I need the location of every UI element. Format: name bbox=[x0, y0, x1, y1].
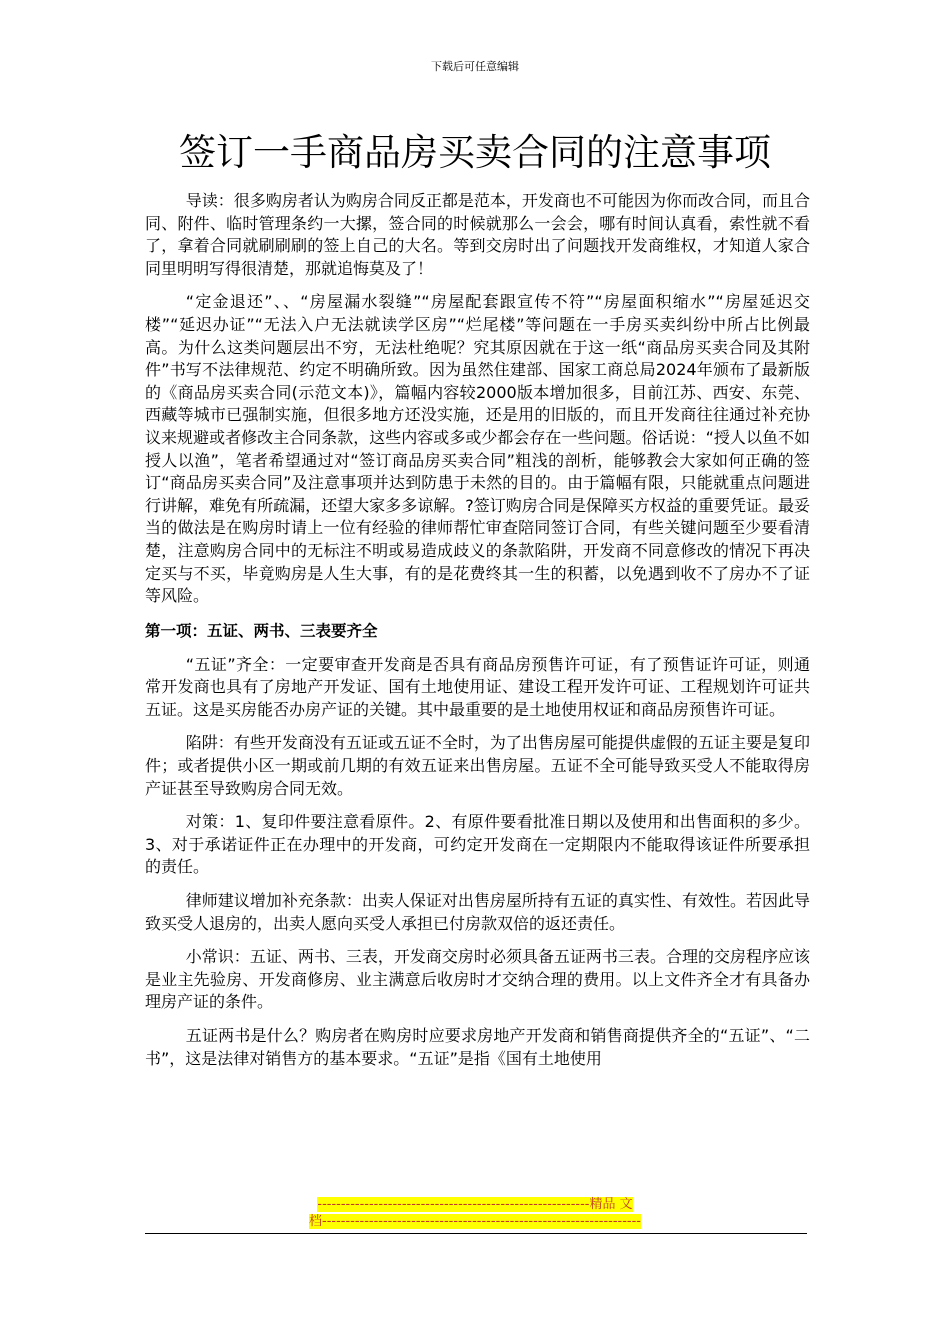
document-body bbox=[145, 190, 810, 1070]
intro-paragraph-guide: 导读：很多购房者认为购房合同反正都是范本，开发商也不可能因为你而改合同，而且合同、附件、临时管理条约一大摞，签合同的时候就那么一会会，哪有时间认真看，索性就不看了，拿着合同就刷刷刷的签上自己的大名。等到交房时出了问题找开发商维权，才知道人家合同里明明写得很清楚，那就追悔莫及了！ bbox=[145, 191, 810, 278]
document-title: 签订一手商品房买卖合同的注意事项 bbox=[179, 131, 771, 174]
paragraph-lawyer-advice: 律师建议增加补充条款：出卖人保证对出售房屋所持有五证的真实性、有效性。若因此导致买受人退房的，出卖人愿向买受人承担已付房款双倍的返还责任。 bbox=[145, 891, 810, 933]
paragraph-what-are-certificates: 五证两书是什么？购房者在购房时应要求房地产开发商和销售商提供齐全的“五证”、“二书”，这是法律对销售方的基本要求。“五证”是指《国有土地使用 bbox=[145, 1026, 810, 1068]
footer-watermark bbox=[0, 1196, 950, 1230]
footer-line-2: 档-------------------------------------------------------------------- bbox=[309, 1214, 641, 1229]
paragraph-countermeasures: 对策：1、复印件要注意看原件。2、有原件要看批准日期以及使用和出售面积的多少。3、对于承诺证件正在办理中的开发商，可约定开发商在一定期限内不能取得该证件所要承担的责任。 bbox=[145, 812, 810, 877]
paragraph-trap: 陷阱：有些开发商没有五证或五证不全时，为了出售房屋可能提供虚假的五证主要是复印件；或者提供小区一期或前几期的有效五证来出售房屋。五证不全可能导致买受人不能取得房产证甚至导致购房合同无效。 bbox=[145, 733, 810, 798]
footer-line-1: ----------------------------------------------------------精品 文 bbox=[317, 1197, 633, 1212]
paragraph-five-certificates: “五证”齐全：一定要审查开发商是否具有商品房预售许可证，有了预售证许可证，则通常开发商也具有了房地产开发证、国有土地使用证、建设工程开发许可证、工程规划许可证共五证。这是买房能否办房产证的关键。其中最重要的是土地使用权证和商品房预售许可证。 bbox=[145, 654, 810, 719]
footer-divider bbox=[145, 1233, 807, 1234]
intro-paragraph-issues: “定金退还”、、“房屋漏水裂缝”“房屋配套跟宣传不符”“房屋面积缩水”“房屋延迟交楼”“延迟办证”“无法入户无法就读学区房”“烂尾楼”等问题在一手房买卖纠纷中所占比例最高。为什么这类问题层出不穷，无法杜绝呢？究其原因就在于这一纸“商品房买卖合同及其附件”书写不法律规范、约定不明确所致。因为虽然住建部、国家工商总局2024年颁布了最新版的《商品房买卖合同(示范文本)》，篇幅内容较2000版本增加很多，目前江苏、西安、东莞、西藏等城市已强制实施，但很多地方还没实施，还是用的旧版的，而且开发商往往通过补充协议来规避或者修改主合同条款，这些内容或多或少都会存在一些问题。俗话说：“授人以鱼不如授人以渔”，笔者希望通过对“签订商品房买卖合同”粗浅的剖析，能够教会大家如何正确的签订“商品房买卖合同”及注意事项并达到防患于未然的目的。由于篇幅有限，只能就重点问题进行讲解，难免有所疏漏，还望大家多多谅解。?签订购房合同是保障买方权益的重要凭证。最妥当的做法是在购房时请上一位有经验的律师帮忙审查陪同签订合同，有些关键问题至少要看清楚，注意购房合同中的无标注不明或易造成歧义的条款陷阱，开发商不同意修改的情况下再决定买与不买，毕竟购房是人生大事，有的是花费终其一生的积蓄，以免遇到收不了房办不了证等风险。 bbox=[145, 292, 810, 606]
section-heading: 第一项：五证、两书、三表要齐全 bbox=[145, 621, 378, 640]
header-note: 下载后可任意编辑 bbox=[431, 60, 519, 73]
paragraph-common-knowledge: 小常识：五证、两书、三表，开发商交房时必须具备五证两书三表。合理的交房程序应该是业主先验房、开发商修房、业主满意后收房时才交纳合理的费用。以上文件齐全才有具备办理房产证的条件。 bbox=[145, 947, 810, 1012]
